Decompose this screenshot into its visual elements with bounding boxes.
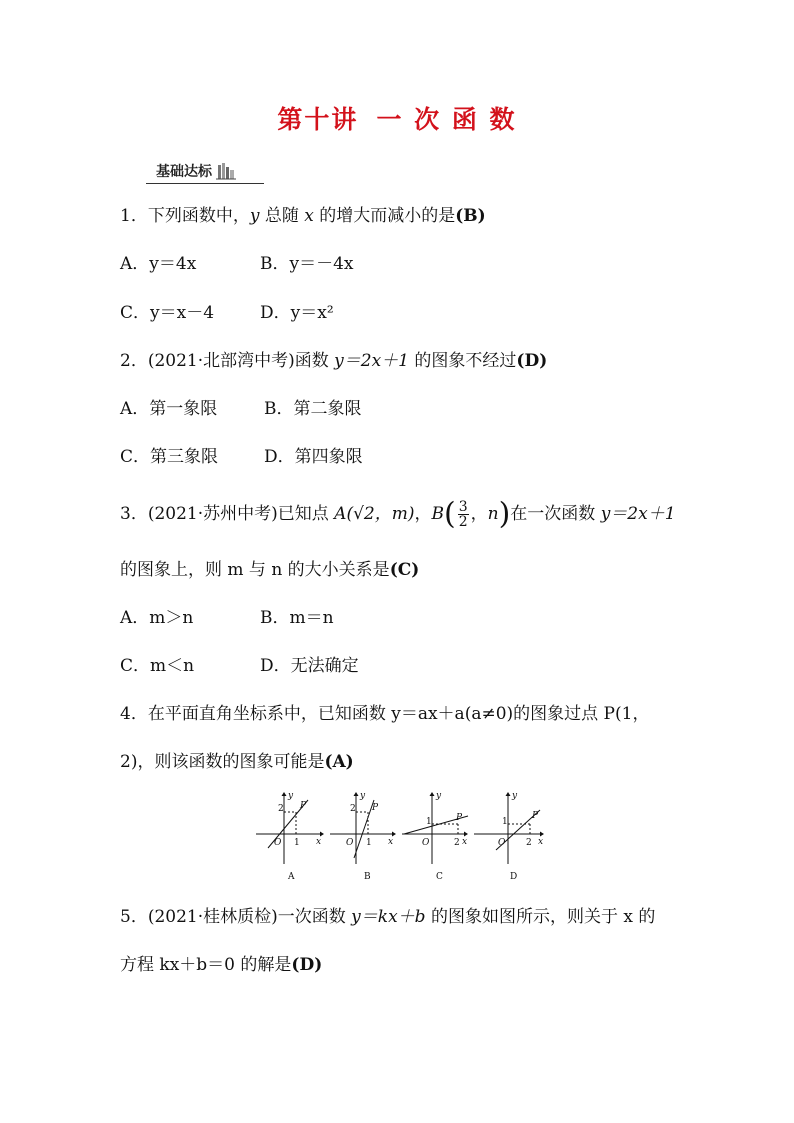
q4-graph-options — [254, 788, 550, 882]
function-expression: y＝2x＋1 — [600, 504, 676, 524]
q3-option-d: D．无法确定 — [260, 656, 359, 676]
question-text: 在平面直角坐标系中，已知函数 y＝ax＋a(a≠0)的图象过点 P(1， — [147, 704, 650, 724]
question-text: 的图象上，则 m 与 n 的大小关系是 — [120, 560, 390, 580]
answer-label: (B) — [455, 206, 486, 226]
svg-text:y: y — [512, 791, 518, 801]
point-b-label: B — [431, 504, 444, 524]
svg-text:x: x — [388, 837, 394, 847]
svg-text:2: 2 — [278, 804, 284, 814]
section-header — [146, 160, 236, 182]
graph-b — [330, 791, 396, 882]
q2-option-d: D．第四象限 — [264, 447, 363, 467]
svg-text:D: D — [510, 872, 518, 882]
svg-text:P: P — [372, 803, 379, 813]
section-underline — [146, 183, 264, 184]
svg-text:2: 2 — [526, 838, 532, 848]
q1-option-b: B．y＝－4x — [260, 254, 354, 274]
fraction-three-halves: $\frac{3}{2}$ — [458, 499, 468, 530]
question-4-line-2 — [120, 751, 680, 773]
page-title — [0, 100, 794, 136]
variable-x: x — [304, 206, 314, 226]
variable-y: y — [249, 206, 260, 226]
svg-text:O: O — [422, 838, 430, 848]
svg-text:2: 2 — [454, 838, 460, 848]
question-text: 已知点 — [277, 504, 335, 524]
title-lecture: 第十讲 — [277, 105, 359, 134]
function-expression: y＝2x＋1 — [334, 351, 409, 371]
question-3: 3．(2021·苏州中考)已知点 A(√2，m)，B( $\frac{3}{2}$ ，n)在一次函数 y＝2x＋1 — [120, 496, 676, 532]
question-text: 方程 kx＋b＝0 的解是 — [120, 955, 292, 975]
question-number: 2． — [120, 351, 148, 371]
svg-text:P: P — [532, 811, 539, 821]
book-stack-icon — [216, 161, 236, 181]
question-number: 3． — [120, 504, 148, 524]
question-text: 下列函数中， — [147, 206, 250, 226]
svg-text:y: y — [360, 791, 366, 801]
svg-text:y: y — [288, 791, 294, 801]
graph-d — [474, 791, 544, 882]
question-source: (2021·北部湾中考) — [147, 351, 295, 371]
question-text: 在一次函数 — [510, 504, 601, 524]
svg-text:1: 1 — [426, 817, 432, 827]
question-number: 4． — [120, 704, 148, 724]
q2-option-a: A．第一象限 — [120, 399, 218, 419]
separator: ， — [414, 504, 432, 524]
svg-text:P: P — [456, 813, 463, 823]
svg-text:1: 1 — [502, 817, 508, 827]
svg-text:y: y — [436, 791, 442, 801]
question-text: 总随 — [259, 206, 305, 226]
answer-label: (C) — [389, 560, 420, 580]
q3-option-b: B．m＝n — [260, 608, 334, 628]
question-number: 5． — [120, 907, 148, 927]
q1-option-a: A．y＝4x — [120, 254, 197, 274]
q1-option-c: C．y＝x－4 — [120, 303, 215, 323]
answer-label: (A) — [324, 752, 354, 772]
q3-option-c: C．m＜n — [120, 656, 195, 676]
svg-text:A: A — [288, 872, 295, 882]
question-5 — [120, 906, 680, 928]
variable-n: n — [487, 504, 499, 524]
question-5-line-2 — [120, 954, 680, 976]
question-source: (2021·桂林质检) — [147, 907, 278, 927]
q1-option-d: D．y＝x² — [260, 303, 334, 323]
answer-label: (D) — [516, 351, 548, 371]
question-1 — [120, 205, 680, 227]
svg-text:2: 2 — [350, 804, 356, 814]
svg-text:O: O — [346, 838, 354, 848]
point-a: A(√2，m) — [334, 504, 415, 524]
question-text: 的图象不经过 — [409, 351, 517, 371]
question-text: 的增大而减小的是 — [313, 206, 456, 226]
question-source: (2021·苏州中考) — [147, 504, 278, 524]
svg-text:1: 1 — [366, 838, 372, 848]
graph-c — [402, 791, 468, 882]
q2-option-c: C．第三象限 — [120, 447, 219, 467]
question-3-line-2 — [120, 559, 680, 581]
q3-option-a: A．m＞n — [120, 608, 194, 628]
question-2 — [120, 350, 680, 372]
section-label: 基础达标 — [156, 164, 212, 180]
function-expression: y＝kx＋b — [351, 907, 426, 927]
svg-text:P: P — [300, 801, 307, 811]
q2-option-b: B．第二象限 — [264, 399, 362, 419]
question-number: 1． — [120, 206, 148, 226]
svg-text:1: 1 — [294, 838, 300, 848]
question-text: 的图象如图所示，则关于 x 的 — [425, 907, 656, 927]
svg-text:x: x — [538, 837, 544, 847]
svg-text:C: C — [436, 872, 443, 882]
question-4 — [120, 703, 680, 725]
question-text: 一次函数 — [277, 907, 352, 927]
svg-text:x: x — [316, 837, 322, 847]
question-text: 函数 — [294, 351, 335, 371]
svg-text:O: O — [274, 838, 282, 848]
svg-text:O: O — [498, 838, 506, 848]
svg-text:x: x — [462, 837, 468, 847]
graph-a — [256, 791, 324, 882]
title-topic: 一 次 函 数 — [376, 105, 517, 134]
question-text: 2)，则该函数的图象可能是 — [120, 752, 325, 772]
svg-text:B: B — [364, 872, 371, 882]
answer-label: (D) — [291, 955, 323, 975]
